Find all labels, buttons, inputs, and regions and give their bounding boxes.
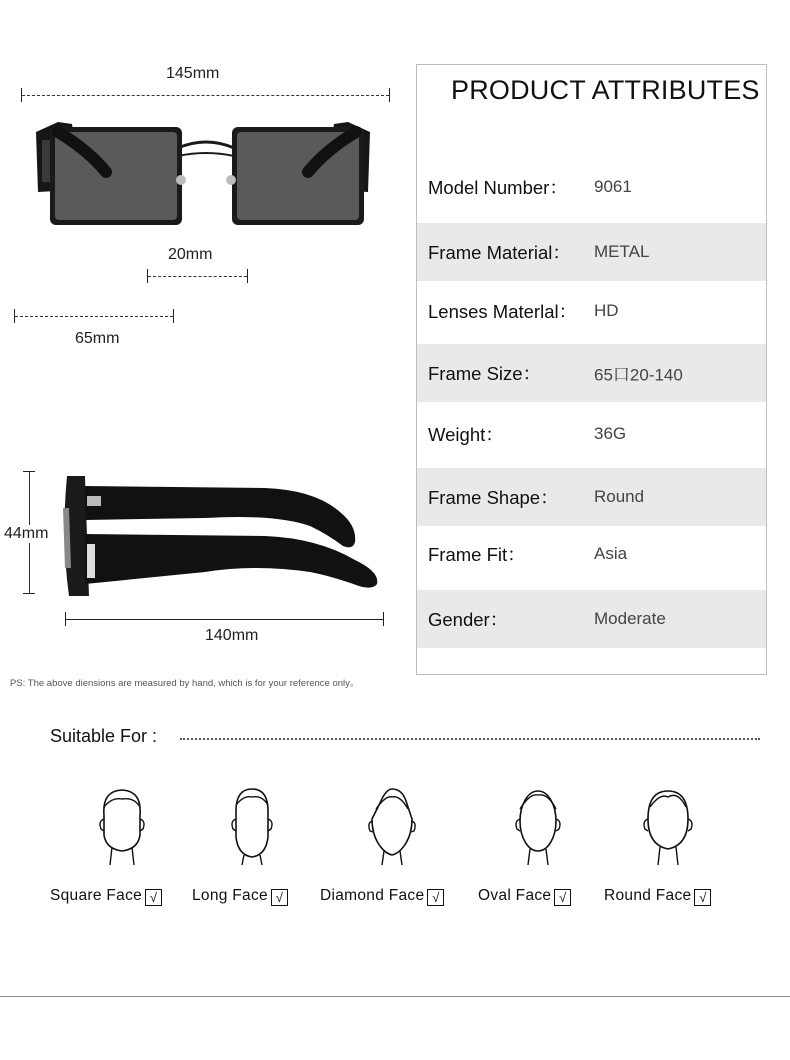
square-face-icon	[92, 785, 152, 867]
lens-height-tick-bottom	[23, 593, 35, 594]
lens-width-label: 65mm	[75, 330, 120, 347]
total-width-label: 145mm	[166, 65, 220, 82]
lens-width-tick-left	[14, 309, 15, 323]
suitable-for-divider	[180, 738, 760, 740]
attribute-row-frame-shape	[417, 468, 766, 526]
attribute-row-frame-fit	[417, 525, 766, 583]
temple-length-line	[66, 619, 383, 620]
product-attributes-panel	[416, 64, 767, 675]
measurement-note: PS: The above diensions are measured by hand, which is for your reference only。	[10, 678, 360, 689]
check-icon: √	[554, 889, 571, 906]
attribute-key: Frame Fit：	[428, 544, 526, 565]
temple-length-tick-left	[65, 612, 66, 626]
suitable-for-title: Suitable For :	[50, 726, 158, 746]
face-label-text: Long Face	[192, 887, 268, 904]
attribute-row-frame-size	[417, 344, 766, 402]
bridge-line	[148, 276, 247, 277]
check-icon: √	[145, 889, 162, 906]
attribute-key: Frame Shape：	[428, 487, 559, 508]
attribute-value: 36G	[594, 424, 627, 443]
face-label-diamond	[320, 887, 444, 906]
total-width-tick-left	[21, 88, 22, 102]
attributes-title: PRODUCT ATTRIBUTES	[451, 75, 760, 105]
face-label-square	[50, 887, 162, 906]
glasses-front-illustration	[28, 110, 378, 240]
attribute-value: Moderate	[594, 609, 666, 628]
temple-length-tick-right	[383, 612, 384, 626]
temple-length-label: 140mm	[205, 627, 259, 644]
face-label-long	[192, 887, 288, 906]
bottom-divider	[0, 996, 790, 997]
long-face-icon	[222, 785, 282, 867]
check-icon: √	[427, 889, 444, 906]
attribute-row-gender	[417, 590, 766, 648]
face-label-text: Oval Face	[478, 887, 552, 904]
check-icon: √	[271, 889, 288, 906]
oval-face-icon	[508, 785, 568, 867]
face-label-text: Round Face	[604, 887, 692, 904]
bridge-label: 20mm	[168, 246, 213, 263]
attribute-row-weight	[417, 405, 766, 463]
attribute-key: Weight：	[428, 424, 504, 445]
bridge-tick-right	[247, 269, 248, 283]
attribute-key: Model Number：	[428, 177, 568, 198]
diamond-face-icon	[362, 785, 422, 867]
attribute-key: Lenses Materlal：	[428, 301, 578, 322]
attribute-value: HD	[594, 301, 619, 320]
attribute-value: 9061	[594, 177, 632, 196]
round-face-icon	[638, 785, 698, 867]
total-width-line	[22, 95, 389, 96]
attribute-value: Asia	[594, 544, 628, 563]
attribute-value: 65口20-140	[594, 365, 683, 385]
face-label-round	[604, 887, 711, 906]
attribute-value: METAL	[594, 242, 650, 261]
bridge-tick-left	[147, 269, 148, 283]
face-label-text: Diamond Face	[320, 887, 425, 904]
lens-width-tick-right	[173, 309, 174, 323]
check-icon: √	[694, 889, 711, 906]
attribute-row-frame-material	[417, 223, 766, 281]
attribute-key: Frame Size：	[428, 363, 542, 384]
attribute-value: Round	[594, 487, 645, 506]
attribute-key: Frame Material：	[428, 242, 571, 263]
total-width-tick-right	[389, 88, 390, 102]
lens-height-tick-top	[23, 471, 35, 472]
face-label-oval	[478, 887, 571, 906]
face-label-text: Square Face	[50, 887, 143, 904]
attribute-row-lenses-material	[417, 282, 766, 340]
glasses-side-illustration	[55, 468, 385, 603]
lens-height-label: 44mm	[4, 525, 49, 542]
lens-width-line	[15, 316, 173, 317]
attribute-row-model-number	[417, 158, 766, 216]
attribute-key: Gender：	[428, 609, 509, 630]
